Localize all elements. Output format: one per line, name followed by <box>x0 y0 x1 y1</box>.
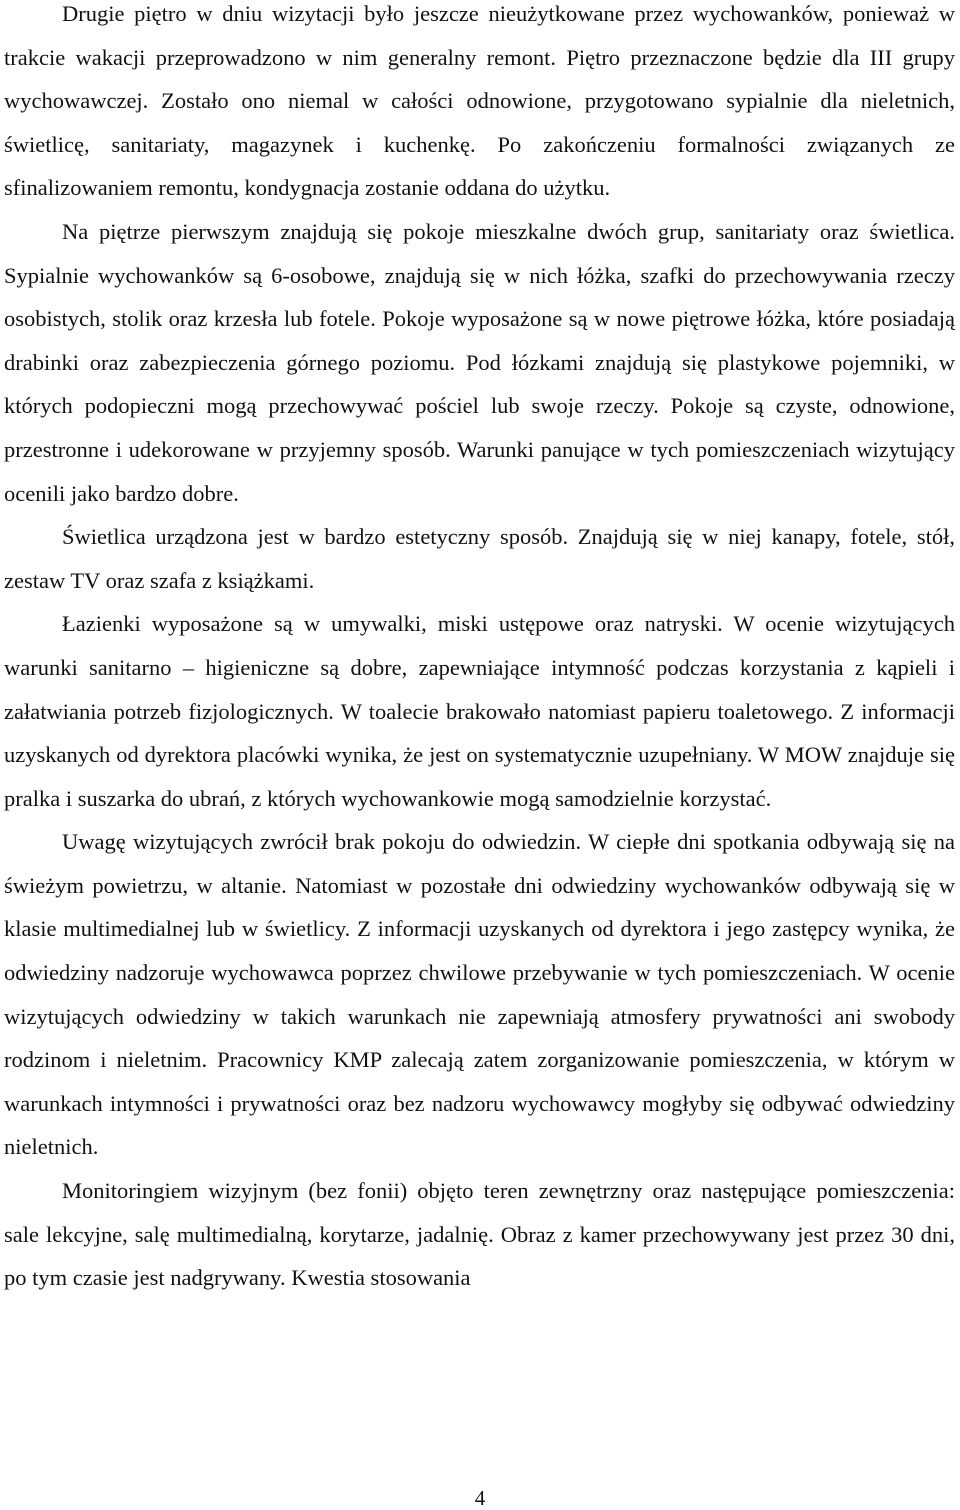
paragraph-bathrooms: Łazienki wyposażone są w umywalki, miski ustępowe oraz natryski. W ocenie wizytujących warunki sanitarno – higieniczne są dobre, zapewniające intymność podczas korzystania z kąpieli i załatwiania potrzeb fizjologicznych. W toalecie brakowało natomiast papieru toaletowego. Z informacji uzyskanych od dyrektora placówki wynika, że jest on systematycznie uzupełniany. W MOW znajduje się pralka i suszarka do ubrań, z których wychowankowie mogą samodzielnie korzystać. <box>4 611 955 811</box>
document-body <box>4 0 955 1300</box>
paragraph-first-floor: Na piętrze pierwszym znajdują się pokoje mieszkalne dwóch grup, sanitariaty oraz świetlica. Sypialnie wychowanków są 6-osobowe, znajdują się w nich łóżka, szafki do przechowywania rzeczy osobistych, stolik oraz krzesła lub fotele. Pokoje wyposażone są w nowe piętrowe łóżka, które posiadają drabinki oraz zabezpieczenia górnego poziomu. Pod łózkami znajdują się plastykowe pojemniki, w których podopieczni mogą przechowywać pościel lub swoje rzeczy. Pokoje są czyste, odnowione, przestronne i udekorowane w przyjemny sposób. Warunki panujące w tych pomieszczeniach wizytujący ocenili jako bardzo dobre. <box>4 218 955 506</box>
page-number: 4 <box>474 1486 486 1510</box>
paragraph-second-floor: Drugie piętro w dniu wizytacji było jeszcze nieużytkowane przez wychowanków, ponieważ w trakcie wakacji przeprowadzono w nim generalny remont. Piętro przeznaczone będzie dla III grupy wychowawczej. Zostało ono niemal w całości odnowione, przygotowano sypialnie dla nieletnich, świetlicę, sanitariaty, magazynek i kuchenkę. Po zakończeniu formalności związanych ze sfinalizowaniem remontu, kondygnacja zostanie oddana do użytku. <box>4 1 955 201</box>
paragraph-visits: Uwagę wizytujących zwrócił brak pokoju do odwiedzin. W ciepłe dni spotkania odbywają się na świeżym powietrzu, w altanie. Natomiast w pozostałe dni odwiedziny wychowanków odbywają się w klasie multimedialnej lub w świetlicy. Z informacji uzyskanych od dyrektora i jego zastępcy wynika, że odwiedziny nadzoruje wychowawca poprzez chwilowe przebywanie w tych pomieszczeniach. W ocenie wizytujących odwiedziny w takich warunkach nie zapewniają atmosfery prywatności ani swobody rodzinom i nieletnim. Pracownicy KMP zalecają zatem zorganizowanie pomieszczenia, w którym w warunkach intymności i prywatności oraz bez nadzoru wychowawcy mogłyby się odbywać odwiedziny nieletnich. <box>4 829 955 1160</box>
paragraph-monitoring: Monitoringiem wizyjnym (bez fonii) objęto teren zewnętrzny oraz następujące pomieszczenia: sale lekcyjne, salę multimedialną, korytarze, jadalnię. Obraz z kamer przechowywany jest przez 30 dni, po tym czasie jest nadgrywany. Kwestia stosowania <box>4 1178 955 1291</box>
paragraph-common-room: Świetlica urządzona jest w bardzo estetyczny sposób. Znajdują się w niej kanapy, fotele, stół, zestaw TV oraz szafa z książkami. <box>4 524 955 593</box>
